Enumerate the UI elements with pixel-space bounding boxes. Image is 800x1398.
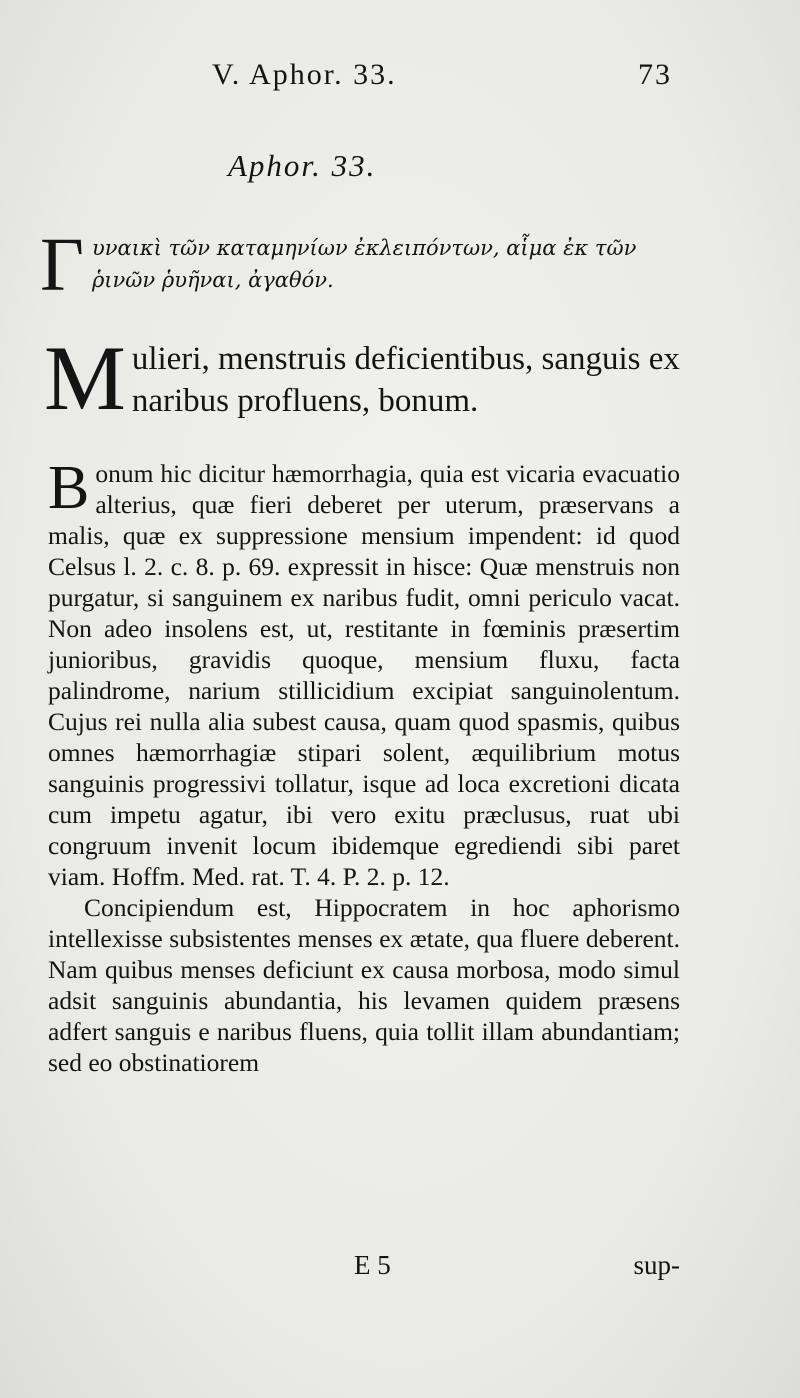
commentary-initial: B (48, 454, 90, 522)
commentary-paragraph-2 (48, 892, 680, 1078)
latin-initial: M (44, 327, 126, 429)
running-title: V. Aphor. 33. (212, 58, 397, 91)
commentary-text-1: onum hic dicitur hæmorrhagia, quia est vicaria evacuatio alterius, quæ fieri deberet per uterum, præservans a malis, quæ ex suppressione mensium impendent: id quod Celsus l. 2. c. 8. p. 69. expressit in hisce: Quæ menstruis non purgatur, si sanguinem ex naribus fudit, omni periculo vacat. Non adeo insolens est, ut, restitante in fœminis præsertim junioribus, gravidis quoque, mensium fluxu, facta palindrome, narium stillicidium excipiat sanguinolentum. Cujus rei nulla alia subest causa, quam quod spasmis, quibus omnes hæmorrhagiæ stipari solent, æquilibrium motus sanguinis progressivi tollatur, isque ad loca excretioni dicata cum impetu agatur, ibi vero exitu præclusus, ruat ubi congruum invenit locum ibidemque egrediendi sibi paret viam. Hoffm. Med. rat. T. 4. P. 2. p. 12. (48, 459, 680, 891)
commentary (48, 454, 680, 1078)
greek-aphorism (40, 223, 680, 307)
latin-aphorism (44, 327, 680, 429)
catchline (48, 1250, 680, 1290)
signature-mark: E 5 (354, 1250, 391, 1280)
catchword: sup- (633, 1250, 680, 1280)
aphorism-title: Aphor. 33. (228, 148, 377, 183)
commentary-paragraph-1 (48, 454, 680, 892)
greek-text: υναικὶ τῶν καταμηνίων ἐκλειπόντων, αἷμα ἐκ τῶν ῥινῶν ῥυῆναι, ἀγαθόν. (91, 236, 637, 292)
latin-text: ulieri, menstruis deficientibus, sanguis ex naribus profluens, bonum. (131, 341, 680, 419)
page-number: 73 (638, 58, 672, 91)
commentary-text-2: Concipiendum est, Hippocratem in hoc aphorismo intellexisse subsistentes menses ex ætate, qua fluere deberent. Nam quibus menses deficiunt ex causa morbosa, modo simul adsit sanguinis abundantia, his levamen quidem præsens adfert sanguis e naribus fluens, quia tollit illam abundantiam; sed eo obstinatiorem (48, 893, 680, 1077)
greek-initial: Γ (40, 223, 84, 307)
running-head (212, 58, 672, 98)
